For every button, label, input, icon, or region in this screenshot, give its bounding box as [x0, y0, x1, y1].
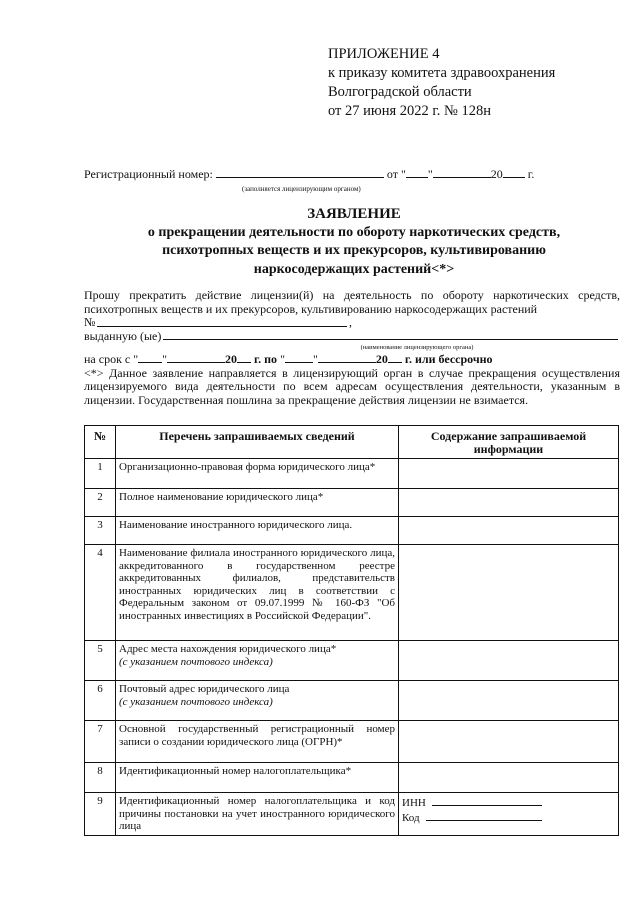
kod-field[interactable] [426, 810, 542, 821]
term-start-day[interactable] [138, 352, 162, 363]
row-label [116, 681, 399, 721]
row-value-cell[interactable] [399, 681, 619, 721]
row-text: Наименование иностранного юридического лица. [119, 519, 353, 531]
issued-label: выданную (ые) [84, 328, 162, 343]
license-number-label: № [84, 315, 96, 329]
row-value-cell[interactable] [399, 721, 619, 763]
quote-mark: " [427, 167, 433, 181]
row-italic-hint: (с указанием почтового индекса) [119, 695, 273, 708]
order-line: к приказу комитета здравоохранения [328, 65, 556, 81]
kod-label: Код [402, 811, 420, 824]
row-value-cell[interactable] [399, 459, 619, 489]
row-number: 2 [85, 489, 116, 517]
column-header-number: № [85, 426, 116, 459]
table-header-row [85, 426, 619, 459]
quote-mark: " [133, 352, 139, 366]
term-start-year[interactable] [237, 352, 251, 363]
registration-from: от " [386, 167, 406, 181]
authority-note: (наименование лицензирующего органа) [360, 344, 474, 351]
row-number: 6 [85, 681, 116, 721]
row-label [116, 721, 399, 763]
table-row [85, 517, 619, 545]
license-number-field[interactable] [97, 316, 347, 327]
table-row [85, 641, 619, 681]
inn-label: ИНН [402, 797, 426, 809]
registration-note: (заполняется лицензирующим органом) [242, 185, 361, 193]
title-line-3: наркосодержащих растений<*> [253, 261, 455, 277]
row-number: 8 [85, 763, 116, 793]
registration-number-field[interactable] [216, 165, 384, 178]
term-start-month[interactable] [167, 352, 225, 363]
row-text: Организационно-правовая форма юридического лица* [119, 461, 376, 473]
table-row [85, 459, 619, 489]
row-text: Полное наименование юридического лица* [119, 491, 324, 503]
row-label [116, 517, 399, 545]
row-label [116, 763, 399, 793]
term-end: г. или бессрочно [404, 352, 493, 366]
title-line-2: психотропных веществ и их прекурсоров, культивированию [162, 243, 546, 258]
term-end-day[interactable] [285, 352, 313, 363]
row-text: Почтовый адрес юридического лица [119, 683, 290, 695]
region-line: Волгоградской области [328, 84, 472, 100]
term-line [84, 352, 620, 367]
row-label [116, 641, 399, 681]
row-text: Наименование филиала иностранного юридического лица, аккредитованного в государственном реестре аккредитованных филиалов, представительств иностранных юридических лиц в соответствии с Федеральным законом от 09.07.1999 № 160-ФЗ "Об иностранных инвестициях в Российской Федерации". [119, 547, 395, 622]
row-label [116, 459, 399, 489]
row-number: 9 [85, 793, 116, 836]
row-value-cell [399, 793, 619, 836]
row-number: 7 [85, 721, 116, 763]
row-number: 5 [85, 641, 116, 681]
title-main: ЗАЯВЛЕНИЕ [307, 206, 401, 222]
registration-label: Регистрационный номер: [84, 167, 213, 181]
issuing-authority-field[interactable] [163, 330, 618, 341]
table-row [85, 545, 619, 641]
registration-year-field[interactable] [503, 165, 525, 178]
table-row [85, 763, 619, 793]
table-row [85, 489, 619, 517]
request-text: Прошу прекратить действие лицензии(й) на деятельность по обороту наркотических средств, психотропных веществ и их прекурсоров, культивированию наркосодержащих растений [84, 288, 620, 316]
column-header-content: Содержание запрашиваемой информации [399, 426, 619, 459]
row-value-cell[interactable] [399, 763, 619, 793]
quote-mark: " [162, 352, 168, 366]
row-text: Идентификационный номер налогоплательщика и код причины постановки на учет иностранного юридического лица [119, 795, 395, 832]
information-table [84, 425, 619, 836]
row-italic-hint: (с указанием почтового индекса) [119, 655, 273, 668]
table-row [85, 721, 619, 763]
row-label [116, 489, 399, 517]
title-line-1: о прекращении деятельности по обороту наркотических средств, [147, 224, 561, 240]
row-text: Идентификационный номер налогоплательщика* [119, 765, 352, 777]
column-header-list: Перечень запрашиваемых сведений [116, 426, 399, 459]
row-value-cell[interactable] [399, 517, 619, 545]
application-body [84, 289, 620, 407]
row-label [116, 545, 399, 641]
quote-mark: " [280, 352, 285, 366]
term-prefix: на срок с [84, 352, 131, 366]
term-end-year-prefix: 20 [375, 352, 388, 366]
row-number: 3 [85, 517, 116, 545]
term-start-year-prefix: 20 [225, 352, 238, 366]
year-suffix: г. [527, 167, 535, 181]
row-label [116, 793, 399, 836]
table-row [85, 793, 619, 836]
document-title [84, 205, 624, 279]
row-text: Основной государственный регистрационный номер записи о создании юридического лица (ОГРН)* [119, 723, 395, 748]
row-value-cell[interactable] [399, 641, 619, 681]
term-end-month[interactable] [318, 352, 376, 363]
table-row [85, 681, 619, 721]
registration-day-field[interactable] [406, 165, 428, 178]
row-text: Адрес места нахождения юридического лица* [119, 643, 337, 655]
row-value-cell[interactable] [399, 545, 619, 641]
comma: , [349, 315, 352, 329]
appendix-title: ПРИЛОЖЕНИЕ 4 [328, 46, 440, 62]
row-value-cell[interactable] [399, 489, 619, 517]
term-end-year[interactable] [388, 352, 402, 363]
inn-field[interactable] [432, 795, 542, 806]
registration-block [84, 165, 584, 205]
row-number: 1 [85, 459, 116, 489]
term-to: г. по [254, 352, 278, 366]
row-number: 4 [85, 545, 116, 641]
footnote: <*> Данное заявление направляется в лицензирующий орган в случае прекращения осуществления лицензируемого вида деятельности по всем адресам осуществления деятельности, указанным в лицензии. Государственная пошлина за прекращение действия лицензии не взимается. [84, 365, 620, 407]
quote-mark: " [312, 352, 318, 366]
year-prefix: 20 [490, 167, 503, 181]
registration-month-field[interactable] [433, 165, 491, 178]
appendix-header [328, 45, 555, 121]
order-date-line: от 27 июня 2022 г. № 128н [328, 103, 491, 119]
